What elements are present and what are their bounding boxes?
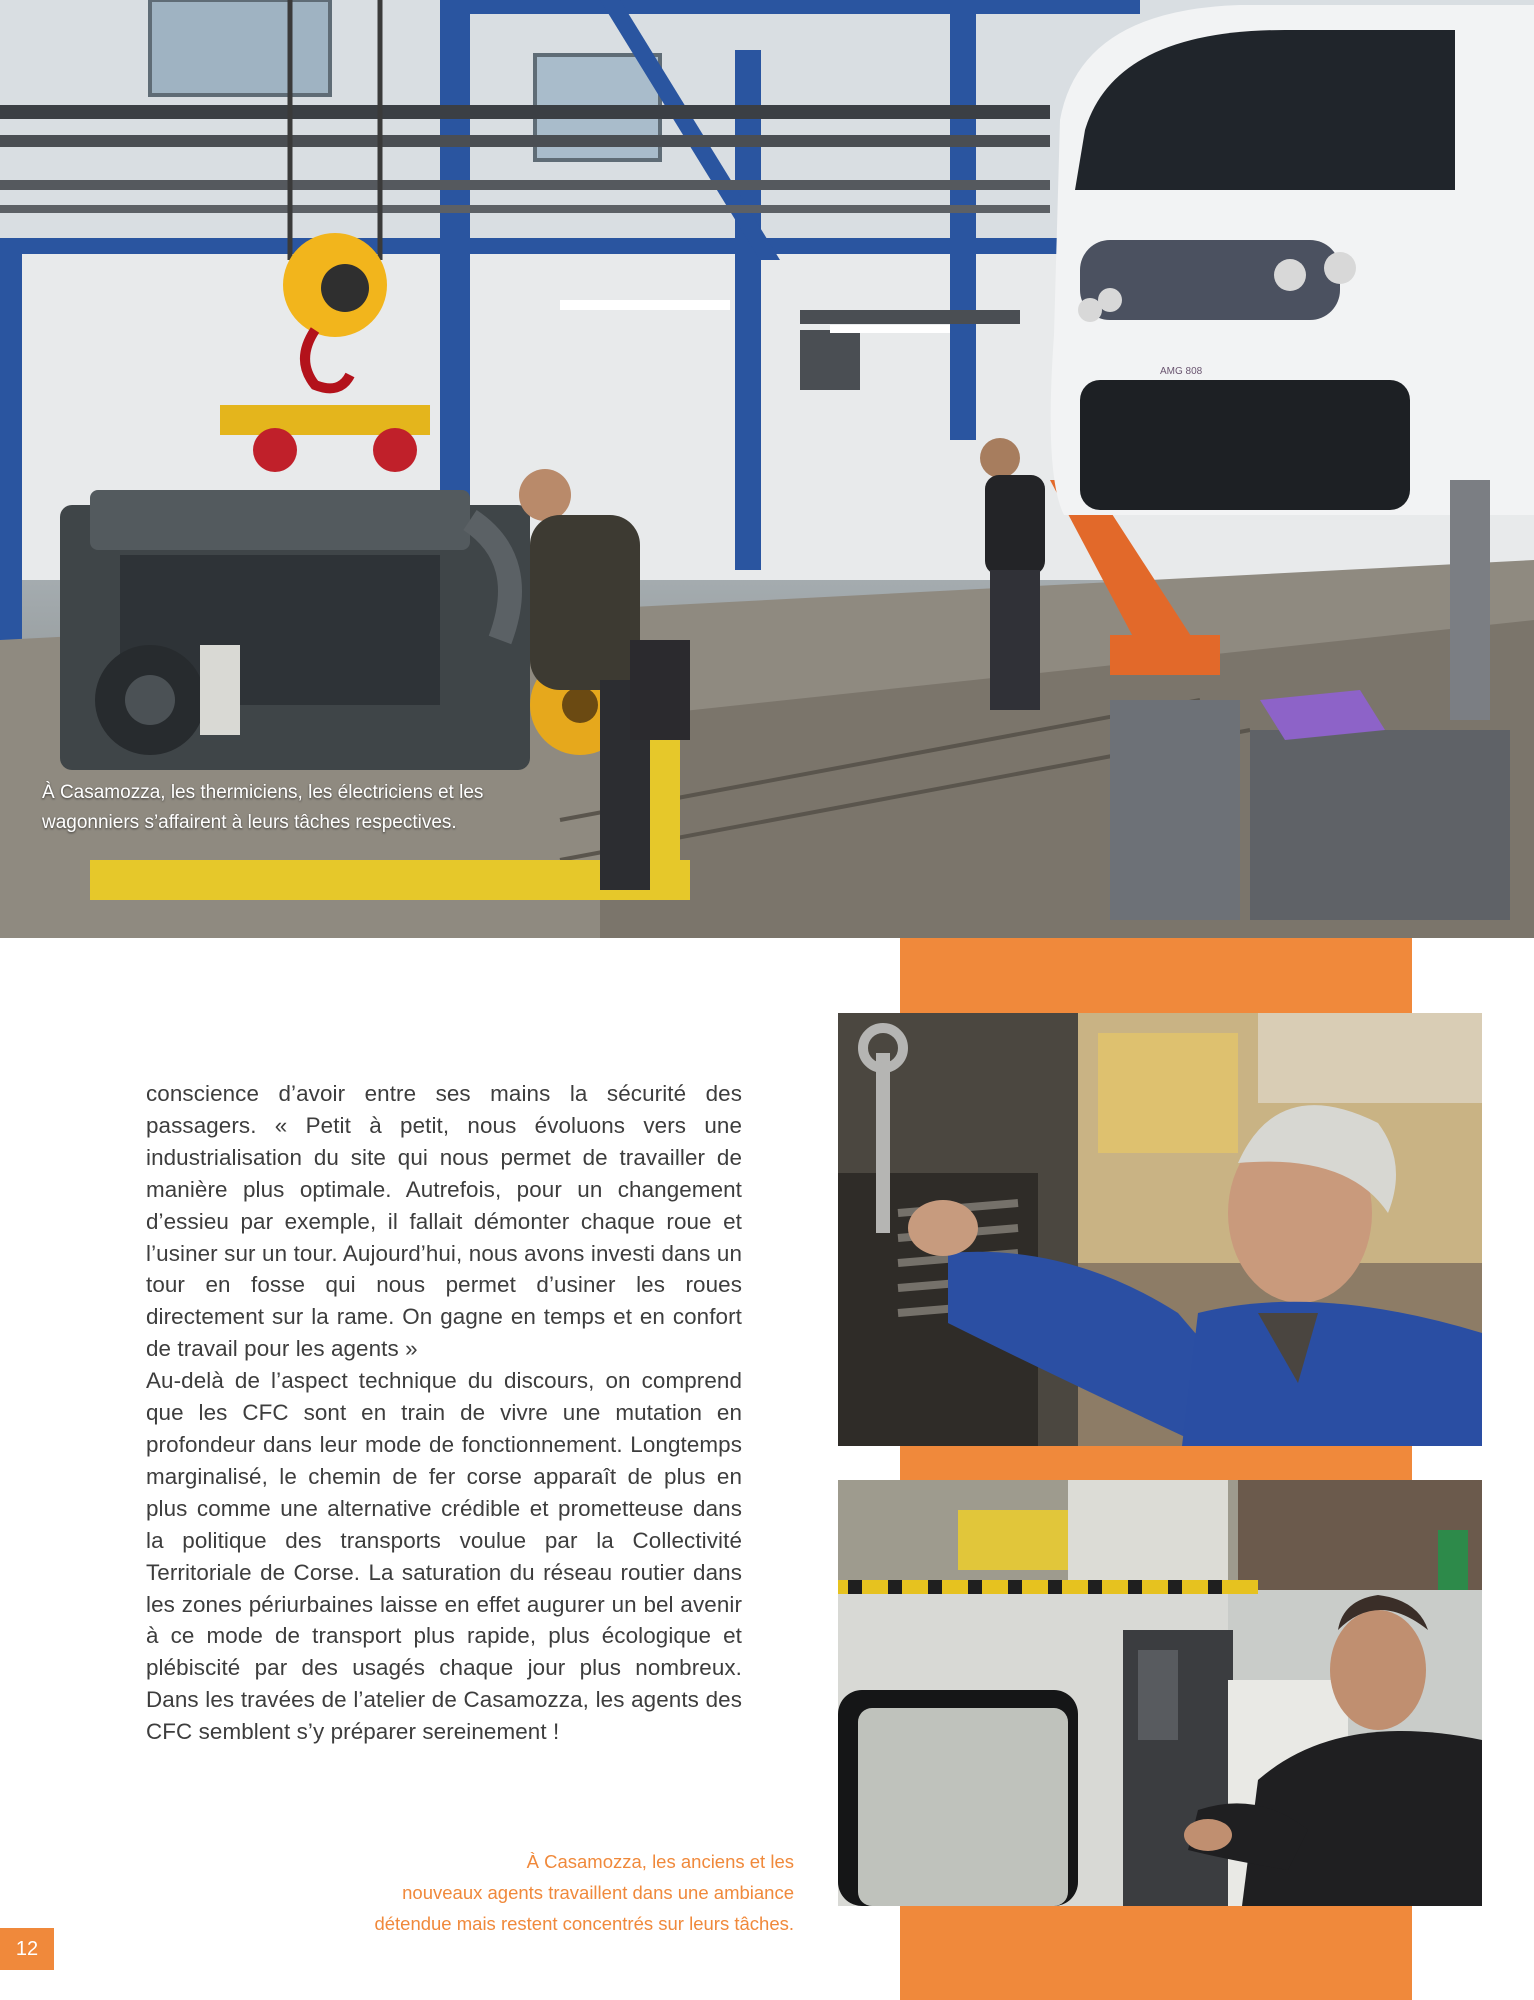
orange-accent-middle bbox=[900, 1446, 1412, 1480]
photo-mechanic bbox=[838, 1013, 1482, 1446]
train-id-label: AMG 808 bbox=[1160, 366, 1203, 377]
hero-caption bbox=[42, 778, 602, 838]
page-number: 12 bbox=[0, 1928, 54, 1970]
orange-accent-bottom bbox=[900, 1906, 1412, 2000]
orange-accent-top bbox=[900, 938, 1412, 1013]
mechanic-illustration bbox=[838, 1013, 1482, 1446]
operator-illustration bbox=[838, 1480, 1482, 1906]
article-paragraph-2: Au-delà de l’aspect technique du discours, on comprend que les CFC sont en train de vivre une mutation en profondeur dans leur mode de fonctionnement. Longtemps marginalisé, le chemin de fer corse apparaît de plus en plus comme une alternative crédible et prometteuse dans la politique des transports voulue par la Collectivité Territoriale de Corse. La saturation du réseau routier dans les zones périurbaines laisse en effet augurer un bel avenir à ce mode de transport plus rapide, plus écologique et plébiscité par des usagés chaque jour plus nombreux. Dans les travées de l’atelier de Casamozza, les agents des CFC semblent s’y préparer sereinement ! bbox=[146, 1368, 742, 1745]
photo-caption bbox=[300, 1846, 794, 1939]
hero-caption-line-1: À Casamozza, les thermiciens, les électriciens et les bbox=[42, 782, 484, 803]
hero-photo bbox=[0, 0, 1534, 938]
article-body bbox=[146, 1078, 742, 1748]
hero-caption-line-2: wagonniers s’affairent à leurs tâches respectives. bbox=[42, 812, 457, 833]
photo-caption-line-3: détendue mais restent concentrés sur leurs tâches. bbox=[374, 1913, 794, 1934]
photo-caption-line-2: nouveaux agents travaillent dans une ambiance bbox=[402, 1882, 794, 1903]
article-paragraph-1: conscience d’avoir entre ses mains la sécurité des passagers. « Petit à petit, nous évoluons vers une industrialisation du site qui nous permet de travailler de manière plus optimale. Autrefois, pour un changement d’essieu par exemple, il fallait démonter chaque roue et l’usiner sur un tour. Aujourd’hui, nous avons investi dans un tour en fosse qui nous permet d’usiner les roues directement sur la rame. On gagne en temps et en confort de travail pour les agents » bbox=[146, 1081, 742, 1362]
photo-operator bbox=[838, 1480, 1482, 1906]
photo-caption-line-1: À Casamozza, les anciens et les bbox=[526, 1851, 794, 1872]
